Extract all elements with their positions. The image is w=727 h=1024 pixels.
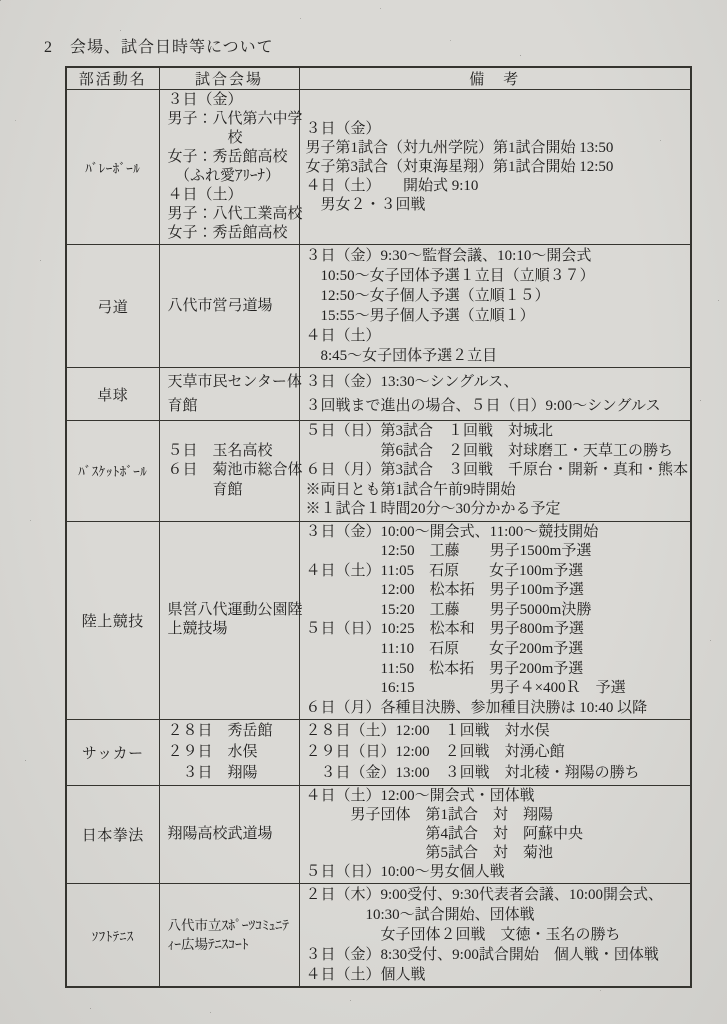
remarks-line: ４日（土） 開始式 9:10 xyxy=(305,177,479,194)
remarks-cell-kyudo xyxy=(299,245,691,368)
venue-cell-soccer xyxy=(159,720,299,786)
venue-line: 女子：秀岳館高校 xyxy=(167,149,288,165)
venue-line: ３日（金） xyxy=(167,92,243,108)
club-name-takkyu: 卓球 xyxy=(66,368,159,421)
table-row-basketball xyxy=(66,421,691,522)
remarks-line: 15:55～男子個人予選（立順１） xyxy=(305,308,535,324)
table-row-volleyball xyxy=(66,90,691,245)
remarks-line: ３回戦まで進出の場合、５日（日）9:00～シングルス xyxy=(305,398,661,414)
remarks-line: ３日（金）13:00 ３回戦 対北稜・翔陽の勝ち xyxy=(305,765,640,782)
venue-line: ５日 玉名高校 xyxy=(167,442,273,459)
remarks-line: 女子第3試合（対東海星翔）第1試合開始 12:50 xyxy=(305,158,614,175)
remarks-line: 男女２・３回戦 xyxy=(305,196,426,213)
remarks-line: 10:50～女子団体予選１立目（立順３７） xyxy=(305,268,595,284)
remarks-line: ４日（土）個人戦 xyxy=(305,967,426,984)
remarks-line: ２８日（土）12:00 １回戦 対水俣 xyxy=(305,723,550,740)
remarks-line: ５日（日）10:00～男女個人戦 xyxy=(305,864,505,881)
venue-line: ｨｰ広場ﾃﾆｽｺｰﾄ xyxy=(167,937,249,953)
venue-cell-volleyball xyxy=(159,90,303,245)
venue-line: 男子：八代第六中学 xyxy=(167,111,303,127)
remarks-line: 男子第1試合（対九州学院）第1試合開始 13:50 xyxy=(305,139,614,156)
venue-line: ４日（土） xyxy=(167,187,243,203)
schedule-table-header xyxy=(66,67,691,90)
remarks-line: ３日（金）13:30～シングルス、 xyxy=(305,374,519,390)
remarks-line: 12:00 松本拓 男子100m予選 xyxy=(305,582,584,599)
venue-line: ２８日 秀岳館 xyxy=(167,723,273,740)
venue-cell-takkyu xyxy=(159,368,302,421)
remarks-line: ３日（金）9:30～監督会議、10:10～開会式 xyxy=(305,248,592,264)
venue-cell-kempo xyxy=(159,786,299,884)
venue-line: 翔陽高校武道場 xyxy=(167,826,273,843)
remarks-cell-volleyball xyxy=(299,90,691,245)
venue-line: 八代市営弓道場 xyxy=(167,298,273,314)
club-name-soccer: サッカー xyxy=(66,720,159,786)
venue-line: 育館 xyxy=(167,398,198,414)
remarks-line: 12:50 工藤 男子1500m予選 xyxy=(305,543,592,560)
venue-line: 天草市民センター体 xyxy=(167,374,302,390)
club-name-kyudo: 弓道 xyxy=(66,245,159,368)
club-name-rikujo: 陸上競技 xyxy=(66,521,159,720)
remarks-cell-kempo xyxy=(299,786,691,884)
remarks-line: 第4試合 対 阿蘇中央 xyxy=(305,826,584,843)
venue-line: ３日 翔陽 xyxy=(167,765,258,782)
club-name-volleyball: ﾊﾞﾚｰﾎﾞｰﾙ xyxy=(66,90,159,245)
page-title: 2 会場、試合日時等について xyxy=(44,39,274,56)
venue-line: 八代市立ｽﾎﾟｰﾂｺﾐｭﾆﾃ xyxy=(167,918,289,934)
remarks-line: 16:15 男子４×400Ｒ 予選 xyxy=(305,680,626,697)
remarks-cell-rikujo xyxy=(299,521,691,720)
venue-line: 女子：秀岳館高校 xyxy=(167,225,288,241)
venue-cell-softtennis xyxy=(159,884,299,988)
header-venue: 試合会場 xyxy=(159,67,299,90)
remarks-line: ※両日とも第1試合午前9時開始 xyxy=(305,481,516,498)
venue-line: 校 xyxy=(167,130,243,146)
club-name-softtennis: ｿﾌﾄﾃﾆｽ xyxy=(66,884,159,988)
table-row-softtennis xyxy=(66,884,691,988)
remarks-cell-soccer xyxy=(299,720,691,786)
remarks-line: ４日（土）11:05 石原 女子100m予選 xyxy=(305,562,584,579)
remarks-line: 10:30～試合開始、団体戦 xyxy=(305,907,535,924)
remarks-line: 第6試合 ２回戦 対球磨工・天草工の勝ち xyxy=(305,442,674,459)
schedule-table xyxy=(65,66,692,988)
table-row-kempo xyxy=(66,786,691,884)
remarks-line: 女子団体２回戦 文徳・玉名の勝ち xyxy=(305,927,621,944)
remarks-line: 12:50～女子個人予選（立順１５） xyxy=(305,288,550,304)
header-remarks: 備 考 xyxy=(299,67,691,90)
venue-line: ２９日 水俣 xyxy=(167,744,258,761)
venue-cell-kyudo xyxy=(159,245,299,368)
remarks-line: 11:10 石原 女子200m予選 xyxy=(305,641,584,658)
remarks-line: 11:50 松本拓 男子200m予選 xyxy=(305,660,584,677)
remarks-line: ６日（月）各種目決勝、参加種目決勝は 10:40 以降 xyxy=(305,699,648,716)
remarks-line: ２９日（日）12:00 ２回戦 対湧心館 xyxy=(305,744,565,761)
remarks-line: ４日（土） xyxy=(305,328,381,344)
venue-line: 県営八代運動公園陸 xyxy=(167,601,303,618)
club-name-basketball: ﾊﾞｽｹｯﾄﾎﾞｰﾙ xyxy=(66,421,159,522)
venue-line: （ふれ愛ｱﾘｰﾅ） xyxy=(167,168,281,184)
remarks-cell-softtennis xyxy=(299,884,691,988)
remarks-line: ４日（土）12:00～開会式・団体戦 xyxy=(305,788,535,805)
venue-line: 男子：八代工業高校 xyxy=(167,206,303,222)
remarks-line: 男子団体 第1試合 対 翔陽 xyxy=(305,807,554,824)
scan-noise xyxy=(0,0,1,1)
remarks-line: 8:45～女子団体予選２立目 xyxy=(305,348,498,364)
remarks-line: ３日（金）10:00～開会式、11:00～競技開始 xyxy=(305,523,599,540)
table-row-kyudo xyxy=(66,245,691,368)
remarks-line: ２日（木）9:00受付、9:30代表者会議、10:00開会式、 xyxy=(305,887,664,904)
remarks-line: ５日（日）10:25 松本和 男子800m予選 xyxy=(305,621,584,638)
schedule-table-body xyxy=(66,90,691,988)
header-row xyxy=(66,67,691,90)
venue-cell-basketball xyxy=(159,421,303,522)
remarks-line: ３日（金）8:30受付、9:00試合開始 個人戦・団体戦 xyxy=(305,947,659,964)
remarks-line: ５日（日）第3試合 １回戦 対城北 xyxy=(305,423,554,439)
remarks-line: ６日（月）第3試合 ３回戦 千原台・開新・真和・熊本 xyxy=(305,462,689,478)
remarks-cell-takkyu xyxy=(299,368,691,421)
venue-line: 上競技場 xyxy=(167,621,228,638)
remarks-line: ※１試合１時間20分～30分かかる予定 xyxy=(305,501,561,517)
remarks-cell-basketball xyxy=(299,421,691,522)
remarks-line: 第5試合 対 菊池 xyxy=(305,845,554,862)
remarks-line: ３日（金） xyxy=(305,120,381,137)
header-club: 部活動名 xyxy=(66,67,159,90)
table-row-takkyu xyxy=(66,368,691,421)
club-name-kempo: 日本拳法 xyxy=(66,786,159,884)
venue-line: ６日 菊池市総合体 xyxy=(167,462,303,478)
table-row-rikujo xyxy=(66,521,691,720)
table-row-soccer xyxy=(66,720,691,786)
remarks-line: 15:20 工藤 男子5000m決勝 xyxy=(305,601,592,618)
venue-line: 育館 xyxy=(167,481,243,498)
venue-cell-rikujo xyxy=(159,521,303,720)
